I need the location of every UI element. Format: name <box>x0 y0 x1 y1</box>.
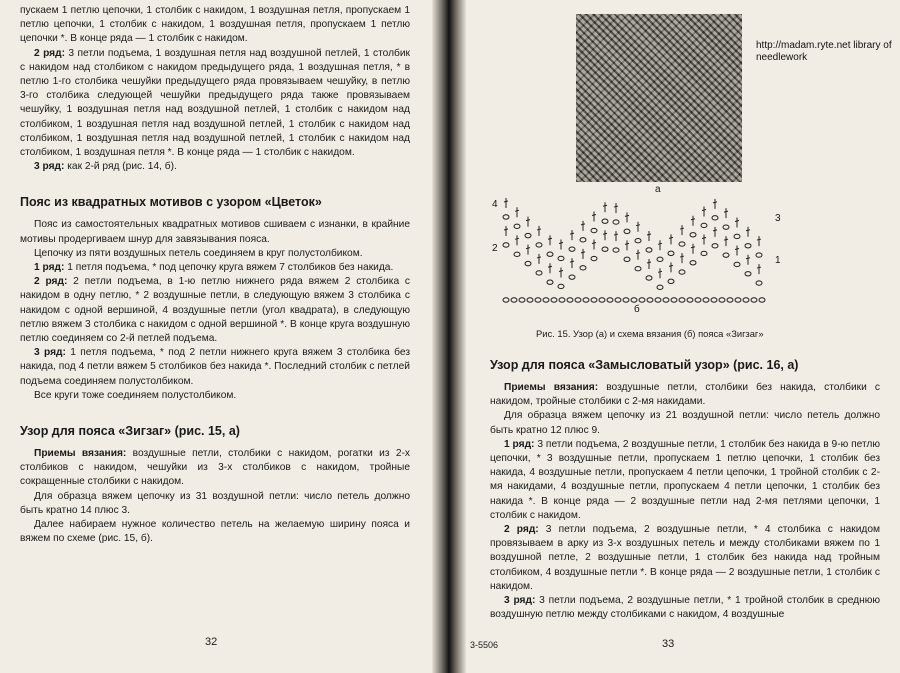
chain-stitch-symbol <box>743 298 749 302</box>
chain-stitch-symbol <box>695 298 701 302</box>
chain-stitch-symbol <box>514 252 520 256</box>
chain-stitch-symbol <box>503 215 509 219</box>
row-text: 1 петля подъема, * под 2 петли нижнего круга вяжем 3 столбика без накида, под 4 петли вяжем 5 столбиков без накида *. Последний столбик с петлей подъема соединяем полустолбиком. <box>20 347 410 387</box>
chain-stitch-symbol <box>591 256 597 260</box>
chain-stitch-symbol <box>756 281 762 285</box>
chain-stitch-symbol <box>756 253 762 257</box>
post-stitch-symbol <box>592 243 596 244</box>
post-stitch-symbol <box>537 257 541 258</box>
post-stitch-symbol <box>636 253 640 254</box>
chain-stitch-symbol <box>663 298 669 302</box>
post-stitch-symbol <box>537 229 541 230</box>
post-stitch-symbol <box>636 225 640 226</box>
row-text: 3 петли подъема, 2 воздушные петли, 1 столбик без накида в 9-ю петлю цепочки, * 3 воздушные петли, пропускаем 1 петлю цепочки, 1 столбик без накида, 4 воздушные петли, пропускаем 4 петли цепочки, 1 тройной столбик с 2-мя накидами, 4 воздушные петли, пропускаем 4 петли цепочки, 1 столбик без накида *. В конце ряда — 2 воздушные петли над 2-мя петлями цепочки, 1 столбик с накидом. <box>490 438 880 521</box>
post-stitch-symbol <box>625 243 629 244</box>
chain-stitch-symbol <box>503 243 509 247</box>
intricate-row-1 <box>490 438 880 523</box>
chain-stitch-symbol <box>734 262 740 266</box>
row-label: 3 ряд: <box>504 595 536 607</box>
post-stitch-symbol <box>713 202 717 203</box>
chain-stitch-symbol <box>723 225 729 229</box>
photo-label: а <box>655 184 661 195</box>
post-stitch-symbol <box>603 233 607 234</box>
chain-stitch-symbol <box>668 279 674 283</box>
chain-stitch-symbol <box>712 244 718 248</box>
chain-stitch-symbol <box>745 244 751 248</box>
right-text-block <box>490 357 880 622</box>
paragraph: Для образца вяжем цепочку из 31 воздушной петли: число петель должно быть кратно 14 плюс 3. <box>20 490 410 516</box>
chain-stitch-symbol <box>657 285 663 289</box>
chain-stitch-symbol <box>723 253 729 257</box>
footer-code: 3-5506 <box>470 640 499 650</box>
chain-stitch-symbol <box>701 251 707 255</box>
chain-stitch-symbol <box>543 298 549 302</box>
chain-stitch-symbol <box>559 298 565 302</box>
book-gutter <box>432 0 466 673</box>
chain-stitch-symbol <box>624 257 630 261</box>
techniques-label: Приемы вязания: <box>504 382 599 393</box>
post-stitch-symbol <box>724 211 728 212</box>
paragraph: Все круги тоже соединяем полустолбиком. <box>34 389 237 401</box>
diagram-label: б <box>634 304 640 315</box>
row-label: 1 ряд: <box>504 438 535 450</box>
row-label: 2 ряд: <box>34 47 65 59</box>
section-heading-zigzag: Узор для пояса «Зигзаг» (рис. 15, а) <box>20 424 240 439</box>
row-label: 3 ряд: <box>34 347 66 359</box>
chain-stitch-symbol <box>602 247 608 251</box>
paragraph: Цепочку из пяти воздушных петель соединяем в круг полустолбиком. <box>34 247 363 259</box>
post-stitch-symbol <box>504 201 508 202</box>
chain-stitch-symbol <box>525 261 531 265</box>
chain-stitch-symbol <box>745 272 751 276</box>
post-stitch-symbol <box>658 243 662 244</box>
chain-stitch-symbol <box>569 275 575 279</box>
chain-stitch-symbol <box>687 298 693 302</box>
post-stitch-symbol <box>702 237 706 238</box>
chain-stitch-symbol <box>668 251 674 255</box>
post-stitch-symbol <box>592 215 596 216</box>
chain-stitch-symbol <box>679 298 685 302</box>
chain-stitch-symbol <box>679 242 685 246</box>
chain-stitch-symbol <box>535 298 541 302</box>
page-number-left: 32 <box>205 636 218 648</box>
chain-stitch-symbol <box>580 266 586 270</box>
techniques <box>490 381 880 409</box>
chain-stitch-symbol <box>690 233 696 237</box>
techniques-label: Приемы вязания: <box>34 448 127 460</box>
chain-stitch-symbol <box>519 298 525 302</box>
chain-stitch-symbol <box>525 233 531 237</box>
post-stitch-symbol <box>724 239 728 240</box>
chain-stitch-symbol <box>575 298 581 302</box>
section-heading-flower-belt: Пояс из квадратных мотивов с узором «Цветок» <box>20 195 322 210</box>
row-number-3: 3 <box>775 213 781 224</box>
row-3-instructions <box>20 160 410 174</box>
motif-row-3 <box>20 346 410 389</box>
post-stitch-symbol <box>713 230 717 231</box>
chain-stitch-symbol <box>671 298 677 302</box>
post-stitch-symbol <box>735 248 739 249</box>
chain-stitch-symbol <box>635 238 641 242</box>
chain-stitch-symbol <box>511 298 517 302</box>
chain-stitch-symbol <box>558 284 564 288</box>
post-stitch-symbol <box>680 228 684 229</box>
intricate-row-3 <box>490 594 880 622</box>
chain-stitch-symbol <box>591 228 597 232</box>
chain-stitch-symbol <box>569 247 575 251</box>
chain-stitch-symbol <box>503 298 509 302</box>
crochet-chart <box>486 188 786 318</box>
post-stitch-symbol <box>570 261 574 262</box>
post-stitch-symbol <box>603 205 607 206</box>
post-stitch-symbol <box>702 209 706 210</box>
post-stitch-symbol <box>614 206 618 207</box>
chain-stitch-symbol <box>580 238 586 242</box>
post-stitch-symbol <box>757 239 761 240</box>
post-stitch-symbol <box>559 242 563 243</box>
chain-stitch-symbol <box>599 298 605 302</box>
row-2-instructions <box>20 47 410 161</box>
post-stitch-symbol <box>526 220 530 221</box>
chain-stitch-symbol <box>591 298 597 302</box>
row-text: 3 петли подъема, 2 воздушные петли, * 1 тройной столбик в среднюю воздушную петлю между столбиками с накидом, 4 воздушные <box>490 595 880 621</box>
chain-stitch-symbol <box>567 298 573 302</box>
right-page <box>466 0 900 673</box>
post-stitch-symbol <box>669 265 673 266</box>
post-stitch-symbol <box>746 230 750 231</box>
chain-stitch-symbol <box>719 298 725 302</box>
post-stitch-symbol <box>548 266 552 267</box>
post-stitch-symbol <box>581 252 585 253</box>
post-stitch-symbol <box>746 258 750 259</box>
paragraph: Пояс из самостоятельных квадратных мотивов сшиваем с изнанки, в крайние мотивы продергиваем шнур для завязывания пояса. <box>20 219 410 245</box>
chain-stitch-symbol <box>646 248 652 252</box>
post-stitch-symbol <box>570 233 574 234</box>
chain-stitch-symbol <box>536 243 542 247</box>
post-stitch-symbol <box>526 248 530 249</box>
row-number-2: 2 <box>492 243 498 254</box>
techniques-text: воздушные петли, столбики без накида, столбики с накидом, тройные столбики с 2-мя накидами. <box>490 382 881 408</box>
chain-stitch-symbol <box>647 298 653 302</box>
post-stitch-symbol <box>669 237 673 238</box>
paragraph: Для образца вяжем цепочку из 21 воздушной петли: число петель должно быть кратно 12 плюс 9. <box>490 410 880 436</box>
page-number-right: 33 <box>662 638 675 650</box>
post-stitch-symbol <box>647 262 651 263</box>
row-text: 3 петли подъема, 1 воздушная петля над воздушной петлей, 1 столбик с накидом над столбиком с накидом предыдущего ряда, 1 воздушная петля, * в петлю 1-го столбика чешуйки предыдущего ряда провязываем чешуйку, в петлю 3-го столбика следующей чешуйки предыдущего ряда также провязываем чешуйку, 1 воздушная петля над воздушной петлей, 1 столбик с накидом над столбиком, 1 воздушная петля над воздушной петлей, 1 столбик с накидом над столбиком, 1 воздушная петля над воздушной петлей, 1 столбик с накидом над столбиком, 1 воздушная петля *. В конце ряда — 1 столбик с накидом. <box>20 47 410 159</box>
chain-stitch-symbol <box>613 220 619 224</box>
chain-stitch-symbol <box>639 298 645 302</box>
chain-stitch-symbol <box>759 298 765 302</box>
techniques-text: воздушные петли, столбики с накидом, рогатки из 2-х столбиков с накидом, чешуйки из 3-х столбиков с накидом, тройные сокращенные столбики с накидом. <box>20 448 411 488</box>
post-stitch-symbol <box>735 220 739 221</box>
row-label: 1 ряд: <box>34 262 65 274</box>
chain-stitch-symbol <box>536 271 542 275</box>
section-heading-intricate: Узор для пояса «Замысловатый узор» (рис. 16, а) <box>490 358 799 372</box>
post-stitch-symbol <box>559 270 563 271</box>
post-stitch-symbol <box>757 267 761 268</box>
row-text: как 2-й ряд (рис. 14, б). <box>64 161 177 173</box>
pattern-photo <box>576 14 742 182</box>
post-stitch-symbol <box>548 238 552 239</box>
row-text: 1 петля подъема, * под цепочку круга вяжем 7 столбиков без накида. <box>64 262 394 274</box>
figure-caption: Рис. 15. Узор (а) и схема вязания (б) пояса «Зигзаг» <box>536 328 764 339</box>
chain-stitch-symbol <box>514 224 520 228</box>
post-stitch-symbol <box>581 224 585 225</box>
post-stitch-symbol <box>680 256 684 257</box>
post-stitch-symbol <box>625 215 629 216</box>
motif-row-1 <box>20 261 410 275</box>
row-number-1: 1 <box>775 255 781 266</box>
chain-stitch-symbol <box>657 257 663 261</box>
post-stitch-symbol <box>614 234 618 235</box>
row-label: 3 ряд: <box>34 161 65 173</box>
chain-stitch-symbol <box>547 280 553 284</box>
paragraph: Далее набираем нужное количество петель на желаемую ширину пояса и вяжем по схеме (рис. 15, б). <box>20 519 410 545</box>
chain-stitch-symbol <box>646 276 652 280</box>
chain-stitch-symbol <box>711 298 717 302</box>
chain-stitch-symbol <box>615 298 621 302</box>
chain-stitch-symbol <box>607 298 613 302</box>
techniques <box>20 447 410 490</box>
chain-stitch-symbol <box>655 298 661 302</box>
paragraph: пускаем 1 петлю цепочки, 1 столбик с накидом, 1 воздушная петля, пропускаем 1 петлю цепочки, 1 столбик с накидом, 1 воздушная петля, пропускаем 1 петлю цепочки *. В конце ряда — 1 столбик с накидом. <box>20 5 410 45</box>
chain-stitch-symbol <box>701 223 707 227</box>
left-page <box>0 0 432 673</box>
chain-stitch-symbol <box>635 266 641 270</box>
chain-stitch-symbol <box>547 252 553 256</box>
watermark-credit: http://madam.ryte.net library of needlework <box>756 40 892 63</box>
chain-stitch-symbol <box>735 298 741 302</box>
motif-row-2 <box>20 275 410 346</box>
chain-stitch-symbol <box>602 219 608 223</box>
chain-stitch-symbol <box>727 298 733 302</box>
post-stitch-symbol <box>691 219 695 220</box>
intricate-row-2 <box>490 523 880 594</box>
chain-stitch-symbol <box>734 234 740 238</box>
chain-stitch-symbol <box>623 298 629 302</box>
chain-stitch-symbol <box>703 298 709 302</box>
chain-stitch-symbol <box>624 229 630 233</box>
chain-stitch-symbol <box>631 298 637 302</box>
chain-stitch-symbol <box>613 248 619 252</box>
chain-stitch-symbol <box>583 298 589 302</box>
post-stitch-symbol <box>515 210 519 211</box>
chain-stitch-symbol <box>751 298 757 302</box>
row-text: 3 петли подъема, 2 воздушные петли, * 4 столбика с накидом провязываем в арку из 3-х воздушных петель и между столбиками вяжем по 1 воздушной петле, 2 воздушные петли, 1 столбик без накида над тройным столбиком, 4 воздушные петли *. В конце ряда — 2 воздушные петли, 1 столбик с накидом. <box>490 524 881 592</box>
row-label: 2 ряд: <box>504 524 539 536</box>
chain-stitch-symbol <box>690 261 696 265</box>
row-text: 2 петли подъема, в 1-ю петлю нижнего ряда вяжем 2 столбика с накидом в одну петлю, * 2 воздушные петли, в следующую вяжем 3 столбика с накидом с одной вершиной, 4 воздушные петли (угол квадрата), в следующую петлю вяжем 3 столбика с накидом с одной вершиной *. В конце круга воздушную петлю соединяем со 2-й петлей подъема. <box>20 276 411 345</box>
post-stitch-symbol <box>691 247 695 248</box>
chain-stitch-symbol <box>712 216 718 220</box>
chain-stitch-symbol <box>551 298 557 302</box>
row-number-4: 4 <box>492 199 498 210</box>
post-stitch-symbol <box>515 238 519 239</box>
post-stitch-symbol <box>647 234 651 235</box>
chain-stitch-symbol <box>527 298 533 302</box>
chain-stitch-symbol <box>679 270 685 274</box>
post-stitch-symbol <box>504 229 508 230</box>
row-label: 2 ряд: <box>34 276 68 288</box>
post-stitch-symbol <box>658 271 662 272</box>
chain-stitch-symbol <box>558 256 564 260</box>
